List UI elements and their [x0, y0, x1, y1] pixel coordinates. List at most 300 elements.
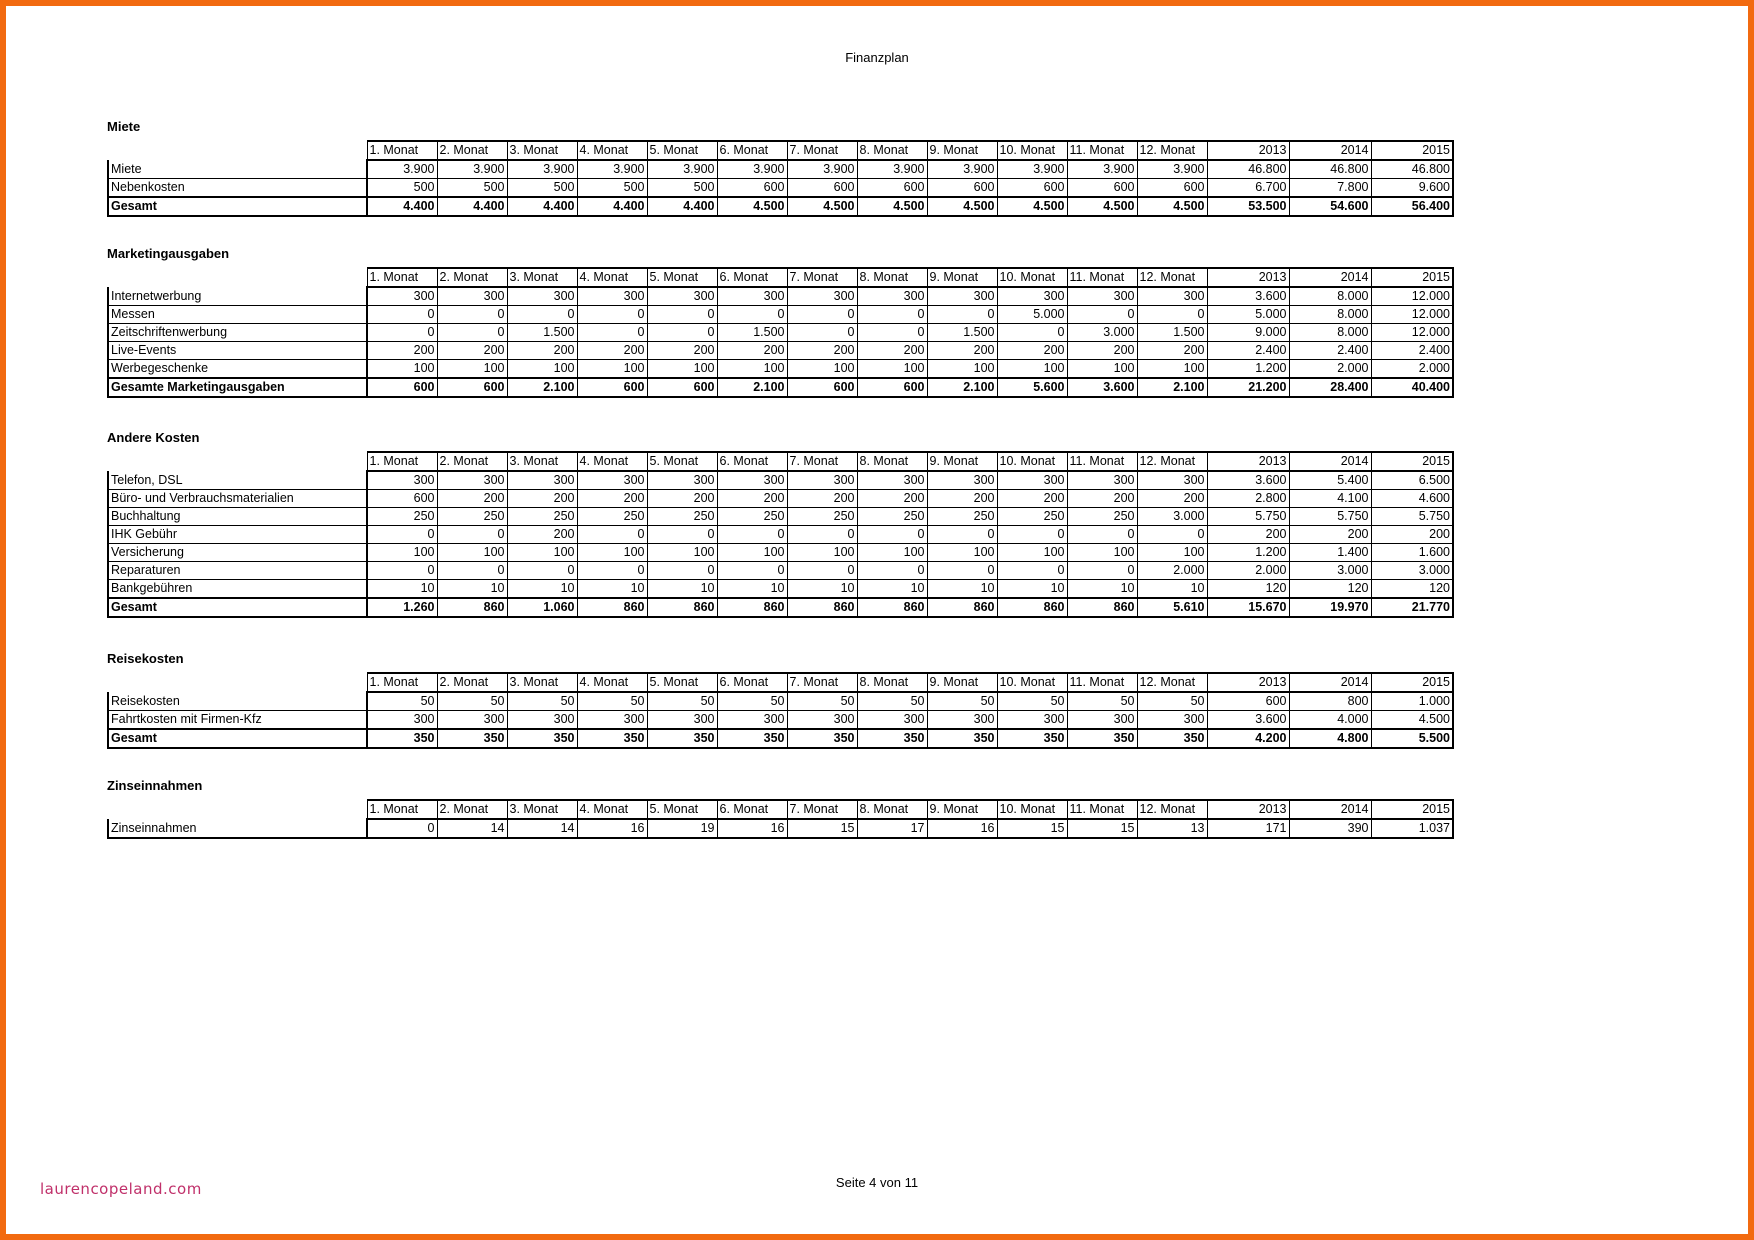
cell-value: 1.200 — [1207, 544, 1289, 562]
cell-value: 2.000 — [1371, 360, 1453, 379]
cell-value: 300 — [367, 287, 437, 306]
section-miete — [107, 118, 1454, 217]
cell-value: 350 — [367, 729, 437, 748]
cell-value: 0 — [997, 526, 1067, 544]
cell-value: 300 — [577, 471, 647, 490]
cell-value: 200 — [1067, 342, 1137, 360]
column-header: 4. Monat — [577, 673, 647, 692]
cell-value: 2.000 — [1289, 360, 1371, 379]
cell-value: 2.000 — [1137, 562, 1207, 580]
column-header: 2. Monat — [437, 673, 507, 692]
cell-value: 300 — [647, 711, 717, 730]
column-header: 6. Monat — [717, 268, 787, 287]
column-header: 3. Monat — [507, 268, 577, 287]
cell-value: 1.037 — [1371, 819, 1453, 838]
cell-value: 5.500 — [1371, 729, 1453, 748]
cell-value: 300 — [1137, 711, 1207, 730]
column-header: 2015 — [1371, 452, 1453, 471]
cell-value: 2.100 — [1137, 378, 1207, 397]
column-header: 1. Monat — [367, 800, 437, 819]
cell-value: 200 — [997, 490, 1067, 508]
cell-value: 50 — [857, 692, 927, 711]
column-header: 8. Monat — [857, 800, 927, 819]
cell-value: 4.100 — [1289, 490, 1371, 508]
column-header: 4. Monat — [577, 268, 647, 287]
column-header: 7. Monat — [787, 452, 857, 471]
cell-value: 50 — [1137, 692, 1207, 711]
cell-value: 860 — [577, 598, 647, 617]
cell-value: 0 — [857, 526, 927, 544]
cell-value: 5.750 — [1207, 508, 1289, 526]
cell-value: 600 — [1207, 692, 1289, 711]
cell-value: 46.800 — [1207, 160, 1289, 179]
cell-value: 0 — [787, 306, 857, 324]
cell-value: 300 — [857, 471, 927, 490]
cell-value: 200 — [717, 342, 787, 360]
cell-value: 350 — [437, 729, 507, 748]
cell-value: 4.600 — [1371, 490, 1453, 508]
cell-value: 3.600 — [1207, 711, 1289, 730]
section-reisekosten — [107, 650, 1454, 749]
cell-value: 0 — [367, 526, 437, 544]
column-header: 7. Monat — [787, 141, 857, 160]
column-header: 1. Monat — [367, 268, 437, 287]
column-header: 2014 — [1289, 268, 1371, 287]
row-label: Reisekosten — [108, 692, 367, 711]
cell-value: 2.800 — [1207, 490, 1289, 508]
cell-value: 300 — [857, 711, 927, 730]
cell-value: 200 — [927, 342, 997, 360]
column-header: 2015 — [1371, 673, 1453, 692]
cell-value: 5.750 — [1371, 508, 1453, 526]
table-row — [108, 360, 1453, 379]
table-row — [108, 508, 1453, 526]
cell-value: 600 — [857, 378, 927, 397]
page-title: Finanzplan — [845, 50, 909, 65]
total-row — [108, 197, 1453, 216]
column-header: 12. Monat — [1137, 141, 1207, 160]
cell-value: 860 — [927, 598, 997, 617]
row-label: Zeitschriftenwerbung — [108, 324, 367, 342]
cell-value: 50 — [367, 692, 437, 711]
cell-value: 0 — [787, 562, 857, 580]
cell-value: 300 — [997, 287, 1067, 306]
cell-value: 1.000 — [1371, 692, 1453, 711]
cell-value: 100 — [787, 360, 857, 379]
cell-value: 5.400 — [1289, 471, 1371, 490]
column-header: 4. Monat — [577, 141, 647, 160]
cell-value: 350 — [1067, 729, 1137, 748]
column-header: 9. Monat — [927, 141, 997, 160]
cell-value: 50 — [437, 692, 507, 711]
table-zinseinnahmen — [107, 799, 1454, 839]
cell-value: 5.750 — [1289, 508, 1371, 526]
cell-value: 14 — [437, 819, 507, 838]
table-row — [108, 471, 1453, 490]
column-header: 1. Monat — [367, 673, 437, 692]
cell-value: 50 — [1067, 692, 1137, 711]
cell-value: 50 — [927, 692, 997, 711]
cell-value: 100 — [1137, 360, 1207, 379]
cell-value: 53.500 — [1207, 197, 1289, 216]
cell-value: 2.100 — [507, 378, 577, 397]
cell-value: 250 — [507, 508, 577, 526]
cell-value: 46.800 — [1289, 160, 1371, 179]
column-header: 5. Monat — [647, 268, 717, 287]
column-header: 7. Monat — [787, 673, 857, 692]
cell-value: 0 — [787, 526, 857, 544]
table-marketingausgaben — [107, 267, 1454, 398]
cell-value: 300 — [927, 471, 997, 490]
cell-value: 0 — [857, 562, 927, 580]
cell-value: 12.000 — [1371, 306, 1453, 324]
row-label: Reparaturen — [108, 562, 367, 580]
cell-value: 4.400 — [437, 197, 507, 216]
header-blank-cell — [108, 141, 367, 160]
cell-value: 4.000 — [1289, 711, 1371, 730]
cell-value: 100 — [857, 544, 927, 562]
cell-value: 10 — [647, 580, 717, 599]
cell-value: 6.500 — [1371, 471, 1453, 490]
cell-value: 390 — [1289, 819, 1371, 838]
column-header: 2014 — [1289, 141, 1371, 160]
cell-value: 200 — [787, 490, 857, 508]
cell-value: 100 — [437, 360, 507, 379]
column-header: 8. Monat — [857, 268, 927, 287]
cell-value: 1.600 — [1371, 544, 1453, 562]
column-header: 4. Monat — [577, 452, 647, 471]
cell-value: 100 — [997, 360, 1067, 379]
cell-value: 120 — [1207, 580, 1289, 599]
cell-value: 500 — [577, 179, 647, 198]
column-header: 6. Monat — [717, 800, 787, 819]
cell-value: 300 — [717, 287, 787, 306]
cell-value: 600 — [717, 179, 787, 198]
cell-value: 0 — [507, 562, 577, 580]
cell-value: 10 — [717, 580, 787, 599]
cell-value: 10 — [787, 580, 857, 599]
cell-value: 200 — [857, 342, 927, 360]
cell-value: 0 — [437, 526, 507, 544]
cell-value: 0 — [507, 306, 577, 324]
cell-value: 2.000 — [1207, 562, 1289, 580]
cell-value: 860 — [787, 598, 857, 617]
cell-value: 28.400 — [1289, 378, 1371, 397]
cell-value: 200 — [787, 342, 857, 360]
cell-value: 100 — [437, 544, 507, 562]
cell-value: 12.000 — [1371, 324, 1453, 342]
cell-value: 13 — [1137, 819, 1207, 838]
cell-value: 600 — [857, 179, 927, 198]
column-header: 2013 — [1207, 673, 1289, 692]
cell-value: 4.500 — [857, 197, 927, 216]
cell-value: 0 — [367, 819, 437, 838]
cell-value: 350 — [1137, 729, 1207, 748]
column-header: 2013 — [1207, 141, 1289, 160]
cell-value: 2.400 — [1289, 342, 1371, 360]
cell-value: 350 — [997, 729, 1067, 748]
column-header: 3. Monat — [507, 141, 577, 160]
cell-value: 14 — [507, 819, 577, 838]
row-label: Buchhaltung — [108, 508, 367, 526]
cell-value: 860 — [717, 598, 787, 617]
cell-value: 250 — [787, 508, 857, 526]
cell-value: 2.400 — [1207, 342, 1289, 360]
cell-value: 350 — [577, 729, 647, 748]
cell-value: 4.400 — [577, 197, 647, 216]
column-header: 2015 — [1371, 268, 1453, 287]
cell-value: 200 — [647, 490, 717, 508]
table-miete — [107, 140, 1454, 217]
column-header: 3. Monat — [507, 452, 577, 471]
cell-value: 3.900 — [717, 160, 787, 179]
cell-value: 600 — [647, 378, 717, 397]
cell-value: 21.200 — [1207, 378, 1289, 397]
cell-value: 0 — [437, 562, 507, 580]
cell-value: 10 — [1067, 580, 1137, 599]
column-header: 10. Monat — [997, 800, 1067, 819]
cell-value: 300 — [577, 287, 647, 306]
column-header: 2. Monat — [437, 452, 507, 471]
cell-value: 250 — [437, 508, 507, 526]
cell-value: 100 — [927, 544, 997, 562]
cell-value: 0 — [997, 562, 1067, 580]
table-header-row — [108, 673, 1453, 692]
cell-value: 10 — [1137, 580, 1207, 599]
cell-value: 800 — [1289, 692, 1371, 711]
cell-value: 21.770 — [1371, 598, 1453, 617]
cell-value: 120 — [1289, 580, 1371, 599]
cell-value: 100 — [507, 544, 577, 562]
cell-value: 500 — [647, 179, 717, 198]
cell-value: 3.600 — [1207, 471, 1289, 490]
cell-value: 300 — [997, 711, 1067, 730]
cell-value: 200 — [1371, 526, 1453, 544]
cell-value: 8.000 — [1289, 287, 1371, 306]
section-title: Zinseinnahmen — [107, 778, 203, 793]
cell-value: 300 — [1137, 287, 1207, 306]
cell-value: 15 — [997, 819, 1067, 838]
cell-value: 4.200 — [1207, 729, 1289, 748]
cell-value: 200 — [1207, 526, 1289, 544]
cell-value: 3.000 — [1289, 562, 1371, 580]
column-header: 9. Monat — [927, 268, 997, 287]
cell-value: 0 — [1137, 526, 1207, 544]
cell-value: 0 — [787, 324, 857, 342]
column-header: 12. Monat — [1137, 268, 1207, 287]
cell-value: 600 — [437, 378, 507, 397]
cell-value: 100 — [1137, 544, 1207, 562]
cell-value: 200 — [1137, 490, 1207, 508]
cell-value: 200 — [437, 342, 507, 360]
cell-value: 250 — [997, 508, 1067, 526]
column-header: 8. Monat — [857, 452, 927, 471]
cell-value: 16 — [577, 819, 647, 838]
column-header: 9. Monat — [927, 673, 997, 692]
cell-value: 54.600 — [1289, 197, 1371, 216]
cell-value: 4.500 — [787, 197, 857, 216]
cell-value: 860 — [997, 598, 1067, 617]
column-header: 12. Monat — [1137, 800, 1207, 819]
cell-value: 0 — [927, 526, 997, 544]
cell-value: 300 — [1137, 471, 1207, 490]
cell-value: 300 — [437, 471, 507, 490]
cell-value: 10 — [367, 580, 437, 599]
cell-value: 1.400 — [1289, 544, 1371, 562]
cell-value: 50 — [787, 692, 857, 711]
cell-value: 9.600 — [1371, 179, 1453, 198]
column-header: 6. Monat — [717, 141, 787, 160]
column-header: 12. Monat — [1137, 673, 1207, 692]
cell-value: 0 — [857, 324, 927, 342]
cell-value: 100 — [1067, 544, 1137, 562]
cell-value: 120 — [1371, 580, 1453, 599]
cell-value: 5.000 — [1207, 306, 1289, 324]
table-row — [108, 179, 1453, 198]
cell-value: 10 — [857, 580, 927, 599]
cell-value: 3.600 — [1207, 287, 1289, 306]
cell-value: 3.000 — [1067, 324, 1137, 342]
cell-value: 100 — [927, 360, 997, 379]
column-header: 2014 — [1289, 452, 1371, 471]
table-header-row — [108, 452, 1453, 471]
cell-value: 2.400 — [1371, 342, 1453, 360]
column-header: 10. Monat — [997, 673, 1067, 692]
row-label: Gesamt — [108, 197, 367, 216]
cell-value: 15.670 — [1207, 598, 1289, 617]
cell-value: 4.400 — [647, 197, 717, 216]
cell-value: 10 — [927, 580, 997, 599]
table-header-row — [108, 268, 1453, 287]
cell-value: 600 — [1067, 179, 1137, 198]
cell-value: 50 — [507, 692, 577, 711]
cell-value: 100 — [717, 544, 787, 562]
column-header: 2. Monat — [437, 141, 507, 160]
cell-value: 300 — [717, 471, 787, 490]
cell-value: 0 — [1137, 306, 1207, 324]
column-header: 2015 — [1371, 800, 1453, 819]
column-header: 10. Monat — [997, 268, 1067, 287]
cell-value: 200 — [647, 342, 717, 360]
cell-value: 0 — [1067, 562, 1137, 580]
cell-value: 200 — [1137, 342, 1207, 360]
column-header: 2014 — [1289, 800, 1371, 819]
row-label: Fahrtkosten mit Firmen-Kfz — [108, 711, 367, 730]
table-reisekosten — [107, 672, 1454, 749]
cell-value: 16 — [717, 819, 787, 838]
cell-value: 300 — [437, 711, 507, 730]
table-row — [108, 342, 1453, 360]
column-header: 12. Monat — [1137, 452, 1207, 471]
cell-value: 3.900 — [1067, 160, 1137, 179]
column-header: 8. Monat — [857, 673, 927, 692]
cell-value: 1.200 — [1207, 360, 1289, 379]
cell-value: 600 — [927, 179, 997, 198]
column-header: 11. Monat — [1067, 268, 1137, 287]
section-title: Miete — [107, 119, 141, 134]
cell-value: 0 — [1067, 306, 1137, 324]
row-label: Nebenkosten — [108, 179, 367, 198]
cell-value: 4.500 — [1137, 197, 1207, 216]
cell-value: 600 — [367, 490, 437, 508]
cell-value: 15 — [1067, 819, 1137, 838]
column-header: 8. Monat — [857, 141, 927, 160]
cell-value: 600 — [787, 179, 857, 198]
cell-value: 5.600 — [997, 378, 1067, 397]
cell-value: 600 — [577, 378, 647, 397]
cell-value: 350 — [787, 729, 857, 748]
cell-value: 46.800 — [1371, 160, 1453, 179]
cell-value: 0 — [647, 526, 717, 544]
cell-value: 50 — [997, 692, 1067, 711]
cell-value: 5.000 — [997, 306, 1067, 324]
cell-value: 16 — [927, 819, 997, 838]
cell-value: 350 — [507, 729, 577, 748]
row-label: Gesamt — [108, 729, 367, 748]
cell-value: 300 — [507, 711, 577, 730]
column-header: 5. Monat — [647, 141, 717, 160]
cell-value: 1.260 — [367, 598, 437, 617]
cell-value: 4.400 — [507, 197, 577, 216]
cell-value: 300 — [577, 711, 647, 730]
cell-value: 250 — [647, 508, 717, 526]
cell-value: 100 — [507, 360, 577, 379]
cell-value: 8.000 — [1289, 324, 1371, 342]
row-label: Miete — [108, 160, 367, 179]
cell-value: 15 — [787, 819, 857, 838]
cell-value: 8.000 — [1289, 306, 1371, 324]
row-label: Gesamte Marketingausgaben — [108, 378, 367, 397]
cell-value: 0 — [367, 306, 437, 324]
cell-value: 3.600 — [1067, 378, 1137, 397]
header-blank-cell — [108, 268, 367, 287]
cell-value: 100 — [647, 360, 717, 379]
cell-value: 0 — [577, 562, 647, 580]
cell-value: 100 — [367, 360, 437, 379]
cell-value: 0 — [927, 562, 997, 580]
column-header: 2014 — [1289, 673, 1371, 692]
cell-value: 100 — [717, 360, 787, 379]
cell-value: 300 — [647, 287, 717, 306]
cell-value: 350 — [927, 729, 997, 748]
table-row — [108, 580, 1453, 599]
cell-value: 4.400 — [367, 197, 437, 216]
cell-value: 600 — [787, 378, 857, 397]
column-header: 2. Monat — [437, 800, 507, 819]
cell-value: 200 — [507, 490, 577, 508]
cell-value: 40.400 — [1371, 378, 1453, 397]
cell-value: 17 — [857, 819, 927, 838]
cell-value: 250 — [1067, 508, 1137, 526]
table-row — [108, 544, 1453, 562]
table-row — [108, 692, 1453, 711]
row-label: Internetwerbung — [108, 287, 367, 306]
cell-value: 300 — [647, 471, 717, 490]
cell-value: 200 — [927, 490, 997, 508]
row-label: Zinseinnahmen — [108, 819, 367, 838]
cell-value: 10 — [997, 580, 1067, 599]
cell-value: 10 — [577, 580, 647, 599]
cell-value: 0 — [857, 306, 927, 324]
cell-value: 350 — [647, 729, 717, 748]
cell-value: 56.400 — [1371, 197, 1453, 216]
cell-value: 4.500 — [717, 197, 787, 216]
cell-value: 19.970 — [1289, 598, 1371, 617]
cell-value: 300 — [367, 471, 437, 490]
cell-value: 500 — [507, 179, 577, 198]
cell-value: 300 — [1067, 711, 1137, 730]
cell-value: 3.900 — [1137, 160, 1207, 179]
